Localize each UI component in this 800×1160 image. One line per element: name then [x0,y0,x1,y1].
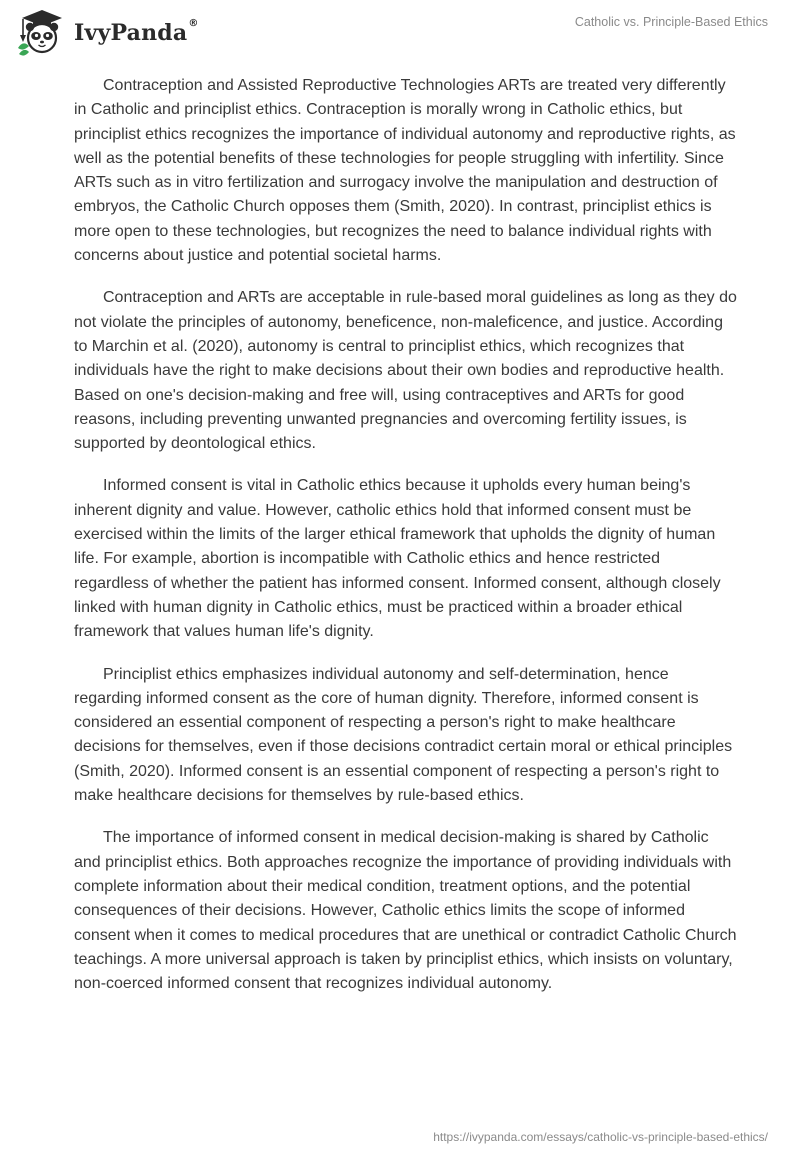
document-title: Catholic vs. Principle-Based Ethics [574,15,768,29]
paragraph-1: Contraception and Assisted Reproductive Technologies ARTs are treated very differently in Catholic and principlist ethics. Contraception is morally wrong in Catholic ethics, but principlist ethics recognizes the importance of individual autonomy and reproductive rights, as well as the potential benefits of these technologies for people struggling with infertility. Since ARTs such as in vitro fertilization and surrogacy involve the manipulation and destruction of embryos, the Catholic Church opposes them (Smith, 2020). In contrast, principlist ethics is more open to these technologies, but recognizes the need to balance individual rights with concerns about justice and potential societal harms. [74,77,736,265]
brand-text: IvyPanda [74,20,188,46]
paragraph-4: Principlist ethics emphasizes individual autonomy and self-determination, hence regarding informed consent as the core of human dignity. Therefore, informed consent is considered an essential component of respecting a person's right to make healthcare decisions for themselves, even if those decisions contradict certain moral or ethical principles (Smith, 2020). Informed consent is an essential component of respecting a person's right to make healthcare decisions for themselves by rule-based ethics. [74,665,733,805]
essay-body [74,74,738,1014]
paragraph-5: The importance of informed consent in medical decision-making is shared by Catholic and principlist ethics. Both approaches recognize the importance of providing individuals with complete information about their medical condition, treatment options, and the potential consequences of their decisions. However, Catholic ethics limits the scope of informed consent when it comes to medical procedures that are unethical or contradict Catholic Church teachings. A more universal approach is taken by principlist ethics, which insists on voluntary, non-coerced informed consent that recognizes individual autonomy. [74,829,737,993]
panda-graduate-icon [14,8,70,56]
ivypanda-logo[interactable] [14,8,199,56]
paragraph-3: Informed consent is vital in Catholic ethics because it upholds every human being's inherent dignity and value. However, catholic ethics hold that informed consent must be exercised within the limits of the larger ethical framework that upholds the dignity of human life. For example, abortion is incompatible with Catholic ethics and hence restricted regardless of whether the patient has informed consent. Informed consent, although closely linked with human dignity in Catholic ethics, must be practiced within a broader ethical framework that values human life's dignity. [74,477,721,641]
brand-name [74,20,199,46]
source-url[interactable]: https://ivypanda.com/essays/catholic-vs-principle-based-ethics/ [433,1130,768,1144]
registered-mark: ® [188,18,199,29]
page-header [0,0,800,70]
paragraph-2: Contraception and ARTs are acceptable in rule-based moral guidelines as long as they do not violate the principles of autonomy, beneficence, non-maleficence, and justice. According to Marchin et al. (2020), autonomy is central to principlist ethics, which recognizes that individuals have the right to make decisions about their own bodies and reproductive health. Based on one's decision-making and free will, using contraceptives and ARTs for good reasons, including preventing unwanted pregnancies and overcoming fertility issues, is supported by deontological ethics. [74,289,737,453]
